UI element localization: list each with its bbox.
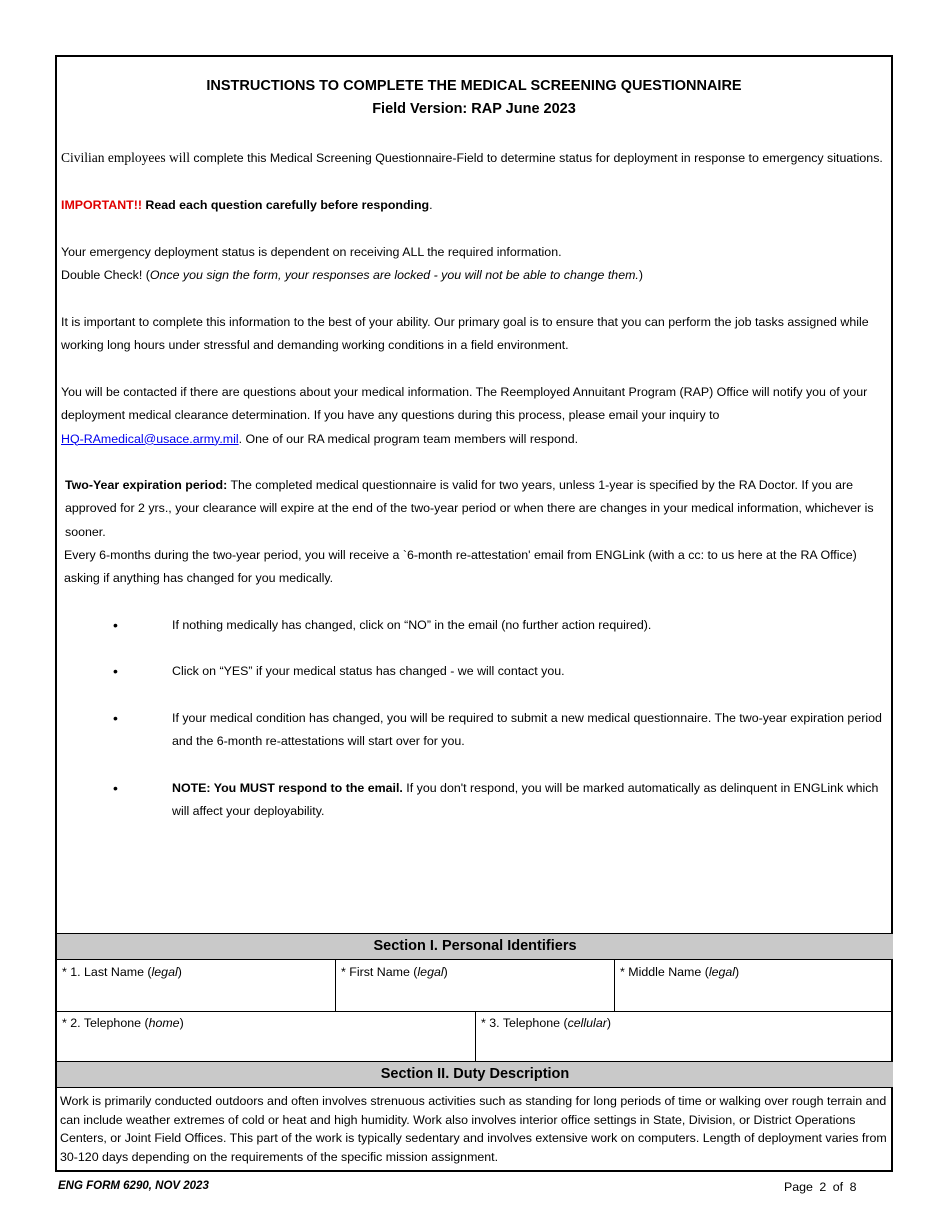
middle-name-label: * Middle Name (	[620, 965, 709, 979]
civilian-rest: complete this Medical Screening Questionnaire-Field to determine status for deployment in response to emergency situations.	[189, 151, 883, 165]
first-name-field[interactable]	[336, 960, 615, 1012]
cell-telephone-field[interactable]	[476, 1011, 893, 1062]
important-label: IMPORTANT!!	[61, 198, 142, 212]
bullet-dot: •	[113, 617, 118, 633]
last-name-field[interactable]	[57, 960, 336, 1012]
important-text: Read each question carefully before responding	[141, 198, 430, 212]
page-label: Page	[784, 1180, 813, 1194]
important-paragraph	[61, 194, 891, 217]
reattestation-paragraph: Every 6-months during the two-year period, you will receive a `6-month re-attestation' email from ENGLink (with a cc: to us here at the RA Office) asking if anything has changed for you medically.	[64, 548, 857, 586]
status-paragraph	[61, 241, 891, 288]
last-name-suffix: )	[177, 965, 182, 979]
bullet-dot: •	[113, 710, 118, 726]
bullet-item-2: Click on “YES” if your medical status has changed - we will contact you.	[172, 664, 565, 678]
last-name-qualifier: legal	[151, 965, 178, 979]
middle-name-suffix: )	[735, 965, 740, 979]
bullet-item-3: If your medical condition has changed, you will be required to submit a new medical questionnaire. The two-year expiration period and the 6-month re-attestations will start over for you.	[172, 711, 882, 749]
status-line: Your emergency deployment status is dependent on receiving ALL the required information.	[61, 245, 562, 259]
note-bold: NOTE: You MUST respond to the email.	[172, 781, 403, 795]
note-rest: If you don't respond, you will be marked automatically as delinquent in ENGLink which will affect your deployability.	[172, 781, 879, 819]
bullet-dot: •	[113, 780, 118, 796]
double-check-italic: Once you sign the form, your responses are locked - you will not be able to change them.	[149, 268, 639, 283]
double-check-suffix: )	[638, 268, 643, 283]
of-label: of	[832, 1180, 844, 1194]
email-link[interactable]: HQ-RAmedical@usace.army.mil	[61, 431, 239, 446]
first-name-suffix: )	[443, 965, 448, 979]
expiration-paragraph	[65, 474, 887, 544]
bullet-item-1: If nothing medically has changed, click on “NO” in the email (no further action required).	[172, 618, 652, 632]
home-telephone-suffix: )	[179, 1016, 184, 1030]
civilian-paragraph	[61, 146, 891, 170]
total-pages: 8	[849, 1180, 857, 1194]
home-telephone-field[interactable]	[57, 1011, 476, 1062]
cell-telephone-suffix: )	[606, 1016, 611, 1030]
page-indicator	[784, 1180, 856, 1194]
expiration-text: The completed medical questionnaire is valid for two years, unless 1-year is specified by the RA Doctor. If you are approved for 2 yrs., your clearance will expire at the end of the two-year period or when there are changes in your medical information, whichever is sooner.	[65, 478, 874, 539]
home-telephone-qualifier: home	[148, 1016, 180, 1030]
contact-text: You will be contacted if there are questions about your medical information. The Reemployed Annuitant Program (RAP) Office will notify you of your deployment medical clearance determination. If you have any questions during this process, please email your inquiry to	[61, 385, 868, 423]
section-1-header: Section I. Personal Identifiers	[57, 933, 893, 960]
middle-name-field[interactable]	[615, 960, 893, 1012]
home-telephone-label: * 2. Telephone (	[62, 1016, 149, 1030]
first-name-qualifier: legal	[417, 965, 444, 979]
last-name-label: * 1. Last Name (	[62, 965, 152, 979]
double-check-prefix: Double Check! (	[61, 268, 150, 283]
page-title: INSTRUCTIONS TO COMPLETE THE MEDICAL SCREENING QUESTIONNAIRE	[206, 78, 742, 94]
page-number: 2	[819, 1180, 827, 1194]
contact-paragraph	[61, 381, 891, 451]
goal-paragraph: It is important to complete this information to the best of your ability. Our primary goal is to ensure that you can perform the job tasks assigned while working long hours under stressful and demanding working conditions in a field environment.	[61, 315, 869, 353]
form-id: ENG FORM 6290, NOV 2023	[58, 1180, 209, 1192]
first-name-label: * First Name (	[341, 965, 418, 979]
bullet-dot: •	[113, 663, 118, 679]
bullet-item-4	[172, 777, 887, 824]
cell-telephone-label: * 3. Telephone (	[481, 1016, 568, 1030]
expiration-label: Two-Year expiration period:	[65, 478, 228, 492]
civilian-prefix: Civilian employees will	[61, 150, 190, 165]
cell-telephone-qualifier: cellular	[567, 1016, 607, 1030]
section-2-header: Section II. Duty Description	[57, 1061, 893, 1088]
duty-description: Work is primarily conducted outdoors and often involves strenuous activities such as standing for long periods of time or walking over rough terrain and can include weather extremes of cold or heat and high humidity. Work also involves interior office settings in State, Division, or District Operations Centers, or Joint Field Offices. This part of the work is typically sedentary and involves extensive work on computers. Length of deployment varies from 30-120 days depending on the requirements of the specific mission assignment.	[60, 1094, 887, 1164]
page-subtitle: Field Version: RAP June 2023	[372, 101, 576, 117]
important-period: .	[429, 198, 433, 212]
contact-after: . One of our RA medical program team members will respond.	[238, 431, 579, 446]
double-check-line	[61, 264, 891, 287]
middle-name-qualifier: legal	[708, 965, 736, 979]
